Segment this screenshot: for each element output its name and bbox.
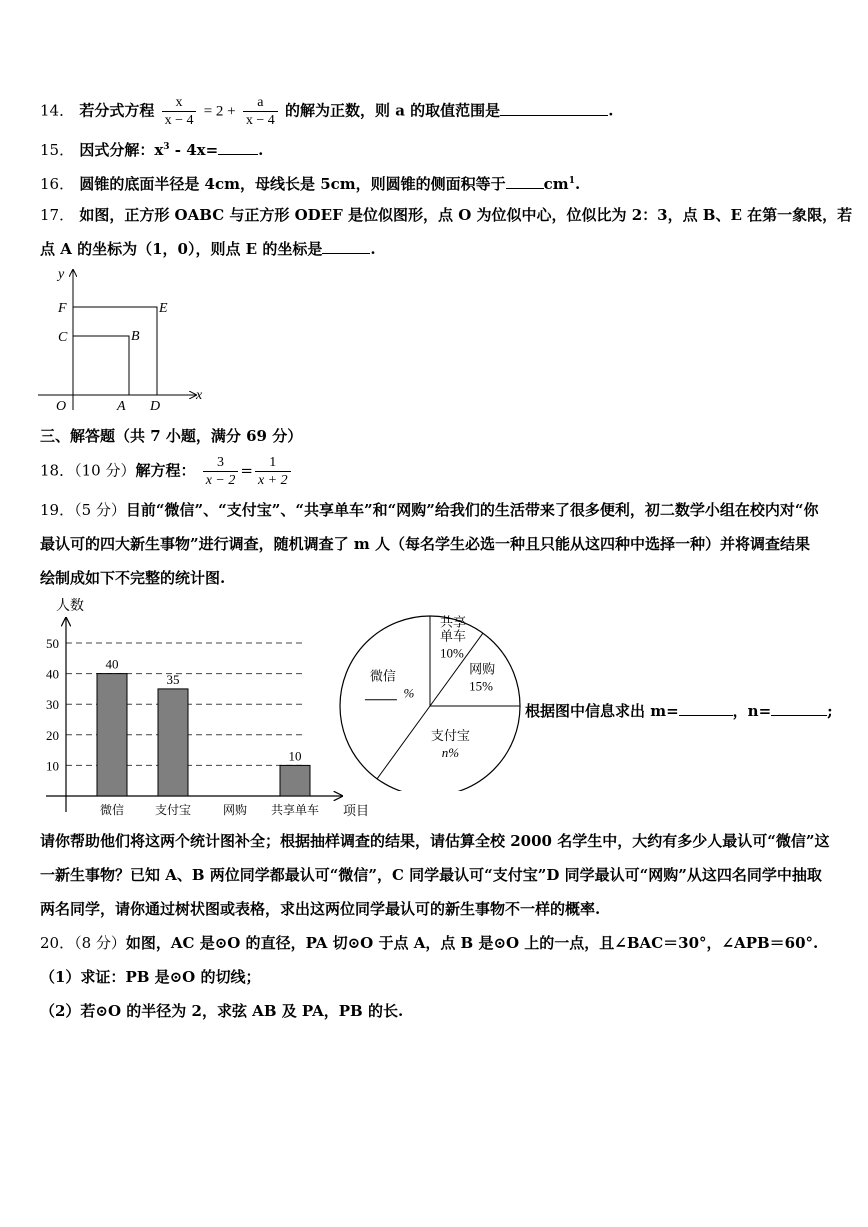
- bar-value-label: 10: [288, 748, 302, 764]
- question-19-line6: 两名同学，请你通过树状图或表格，求出这两位同学最认可的新生事物不一样的概率.: [40, 900, 601, 918]
- y-tick-label: 40: [46, 666, 59, 682]
- question-number: 17．: [40, 206, 75, 224]
- label-c: C: [58, 330, 68, 345]
- answer-blank[interactable]: [500, 101, 608, 116]
- question-19: 19．（5 分）目前“微信”、“支付宝”、“共享单车”和“网购”给我们的生活带来了很多便利，初二数学小组在校内对“你: [40, 501, 819, 519]
- q14-prefix: 若分式方程: [79, 101, 155, 120]
- question-number: 20．: [40, 934, 75, 952]
- label-o: O: [56, 399, 67, 414]
- question-19-line4: 请你帮助他们将这两个统计图补全；根据抽样调查的结果，请估算全校 2000 名学生中，大约有多少人最认可“微信”这: [40, 832, 830, 850]
- y-tick-label: 10: [46, 758, 59, 774]
- question-20-part1: （1）求证：PB 是⊙O 的切线；: [40, 968, 261, 986]
- question-19-fill: 根据图中信息求出 m= ，n= ;: [525, 702, 833, 720]
- y-axis-label: 人数: [56, 597, 84, 613]
- bar-value-label: 35: [166, 671, 180, 687]
- q14-suffix: 的解为正数，则 a 的取值范围是: [285, 101, 501, 120]
- slice-label: 单车: [440, 628, 467, 644]
- x-tick-label: 微信: [99, 803, 125, 817]
- bar: [97, 674, 127, 796]
- label-x: x: [196, 388, 203, 403]
- slice-value-label: %: [403, 685, 415, 701]
- fraction: $\frac{3}{x - 2}$: [203, 454, 239, 489]
- square-odef: [73, 307, 157, 395]
- slice-label: 共享: [440, 614, 467, 630]
- bar: [280, 765, 310, 796]
- answer-blank[interactable]: [322, 239, 370, 254]
- question-number: 19．: [40, 501, 75, 519]
- label-e: E: [159, 301, 168, 316]
- question-number: 16．: [40, 175, 75, 193]
- slice-value-label: n%: [441, 745, 460, 761]
- x-tick-label: 网购: [222, 803, 248, 817]
- answer-blank[interactable]: [218, 140, 258, 155]
- x-tick-label: 共享单车: [270, 803, 320, 817]
- x-axis-label: 项目: [343, 803, 370, 818]
- question-17-line2: 点 A 的坐标为（1，0），则点 E 的坐标是 .: [40, 240, 376, 258]
- y-tick-label: 50: [46, 636, 59, 651]
- slice-label: 网购: [469, 661, 496, 677]
- question-number: 14．: [40, 101, 75, 120]
- label-a: A: [117, 399, 126, 414]
- answer-blank[interactable]: [506, 174, 544, 189]
- question-18: 18．（10 分）解方程： $\frac{3}{x - 2}$ = $\frac{1}{x + 2}$: [40, 454, 293, 489]
- answer-blank-m[interactable]: [679, 701, 733, 716]
- score: （5 分）: [74, 501, 126, 519]
- question-19-line3: 绘制成如下不完整的统计图.: [40, 569, 226, 587]
- y-tick-label: 20: [46, 727, 59, 743]
- question-20: 20．（8 分）如图，AC 是⊙O 的直径，PA 切⊙O 于点 A，点 B 是⊙O 上的一点，且∠BAC＝30°，∠APB＝60°.: [40, 934, 819, 952]
- section-title: 三、解答题（共 7 小题，满分 69 分）: [40, 427, 303, 445]
- square-oabc: [73, 336, 129, 395]
- question-20-part2: （2）若⊙O 的半径为 2，求弦 AB 及 PA，PB 的长.: [40, 1002, 404, 1020]
- fraction: $\frac{1}{x + 2}$: [255, 454, 291, 489]
- bar-value-label: 40: [105, 656, 119, 672]
- y-tick-label: 30: [46, 697, 59, 713]
- score: （10 分）: [74, 461, 136, 480]
- bar: [158, 689, 188, 796]
- fraction: $\frac{x}{x - 4}$: [162, 94, 197, 129]
- label-f: F: [58, 301, 67, 316]
- x-tick-label: 支付宝: [154, 803, 192, 817]
- question-number: 15．: [40, 141, 75, 159]
- pie-chart: [336, 611, 526, 791]
- label-d: D: [150, 399, 161, 414]
- question-number: 18．: [40, 461, 75, 480]
- question-17: 17． 如图，正方形 OABC 与正方形 ODEF 是位似图形，点 O 为位似中心，位似比为 2：3，点 B、E 在第一象限，若: [40, 206, 853, 224]
- label-b: B: [131, 329, 140, 344]
- fraction: $\frac{a}{x - 4}$: [243, 94, 278, 129]
- question-19-line2: 最认可的四大新生事物”进行调查，随机调查了 m 人（每名学生必选一种且只能从这四种中选择一种）并将调查结果: [40, 535, 810, 553]
- label-y: y: [58, 267, 65, 282]
- question-14: 14． 若分式方程 $\frac{x}{x - 4}$ = 2 + $\frac{a}{x - 4}$ 的解为正数，则 a 的取值范围是 .: [40, 95, 614, 128]
- coordinate-figure: [36, 264, 216, 416]
- slice-value-label: 10%: [440, 645, 464, 661]
- question-16: 16． 圆锥的底面半径是 4cm，母线长是 5cm，则圆锥的侧面积等于 $cm^1$.: [40, 175, 581, 193]
- question-15: 15． 因式分解：$x^3 - 4x=$ .: [40, 141, 264, 159]
- question-19-line5: 一新生事物？已知 A、B 两位同学都最认可“微信”，C 同学最认可“支付宝”D 同学最认可“网购”从这四名同学中抽取: [40, 866, 822, 884]
- bar-chart: [32, 596, 377, 826]
- slice-label: 支付宝: [430, 728, 470, 744]
- score: （8 分）: [74, 934, 126, 952]
- slice-label: 微信: [369, 668, 396, 684]
- answer-blank-n[interactable]: [771, 701, 827, 716]
- slice-value-label: 15%: [469, 678, 493, 694]
